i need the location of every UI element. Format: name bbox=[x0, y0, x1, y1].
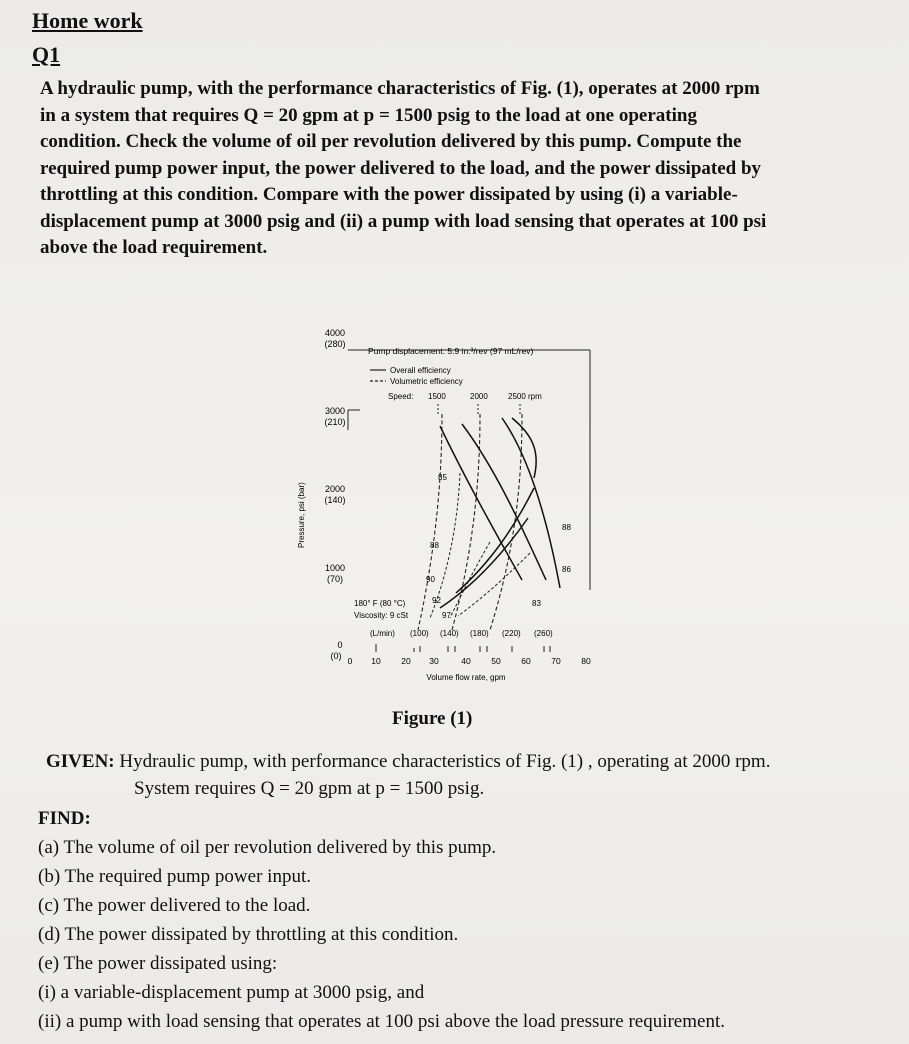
pump-displacement-label: Pump displacement: 5.9 in.³/rev (97 mL/rev) bbox=[368, 346, 534, 356]
overall-efficiency-curve-cross bbox=[456, 488, 534, 593]
given-label: GIVEN: bbox=[46, 751, 115, 772]
homework-title: Home work bbox=[32, 8, 143, 33]
y-tick-sub-label: (70) bbox=[326, 574, 344, 584]
lmin-tick: (100) bbox=[410, 629, 429, 638]
problem-line: A hydraulic pump, with the performance characteristics of Fig. (1), operates at 2000 rpm bbox=[40, 78, 760, 99]
problem-statement bbox=[40, 76, 860, 262]
x-tick-label: 0 bbox=[347, 656, 353, 666]
speed-value: 2500 rpm bbox=[508, 392, 542, 401]
problem-line: condition. Check the volume of oil per revolution delivered by this pump. Compute the bbox=[40, 131, 742, 152]
volumetric-efficiency-label: 97 bbox=[442, 611, 451, 620]
speed-value: 1500 bbox=[428, 392, 446, 401]
x-axis-label: Volume flow rate, gpm bbox=[426, 673, 506, 682]
given-line-2: System requires Q = 20 gpm at p = 1500 psig. bbox=[134, 778, 485, 799]
speed-curve-2500 bbox=[490, 414, 522, 630]
volumetric-efficiency-label: 92 bbox=[432, 596, 441, 605]
x-tick-label: 20 bbox=[401, 656, 411, 666]
y-tick-sub-label: (140) bbox=[324, 495, 346, 505]
lmin-tick: (220) bbox=[502, 629, 521, 638]
x-tick-label: 10 bbox=[371, 656, 381, 666]
find-item: (a) The volume of oil per revolution delivered by this pump. bbox=[38, 837, 497, 858]
pump-performance-chart bbox=[290, 318, 630, 698]
overall-efficiency-label: 86 bbox=[562, 565, 571, 574]
problem-line: throttling at this condition. Compare with the power dissipated by using (i) a variable- bbox=[40, 184, 738, 205]
legend-volumetric: Volumetric efficiency bbox=[390, 377, 463, 386]
overall-efficiency-label: 83 bbox=[532, 599, 541, 608]
x-tick-label: 30 bbox=[429, 656, 439, 666]
overall-efficiency-curve-83 bbox=[502, 418, 560, 588]
y-axis-label: Pressure, psi (bar) bbox=[297, 482, 306, 548]
find-item: (c) The power delivered to the load. bbox=[38, 895, 311, 916]
y-tick-label: 0 bbox=[337, 640, 343, 650]
lmin-tick: (260) bbox=[534, 629, 553, 638]
find-item: (e) The power dissipated using: bbox=[38, 953, 278, 974]
y-tick-sub-label: (0) bbox=[330, 651, 342, 661]
x-tick-label: 50 bbox=[491, 656, 501, 666]
speed-curve-2000 bbox=[452, 414, 480, 630]
find-item: (ii) a pump with load sensing that operates at 100 psi above the load pressure requirement. bbox=[38, 1011, 725, 1032]
y-tick-label: 1000 bbox=[324, 563, 346, 573]
find-label: FIND: bbox=[38, 808, 91, 829]
problem-line: in a system that requires Q = 20 gpm at p = 1500 psig to the load at one operating bbox=[40, 104, 697, 126]
legend-overall: Overall efficiency bbox=[390, 366, 451, 375]
volumetric-efficiency-label: 85 bbox=[438, 473, 447, 482]
y-tick-label: 2000 bbox=[324, 484, 346, 494]
y-tick-label: 4000 bbox=[324, 328, 346, 338]
find-section bbox=[38, 804, 725, 1036]
x-tick-label: 80 bbox=[581, 656, 591, 666]
temperature-condition: 180° F (80 °C) bbox=[354, 599, 406, 608]
problem-line: displacement pump at 3000 psig and (ii) a pump with load sensing that operates at 100 psi bbox=[40, 210, 767, 232]
lmin-tick: (180) bbox=[470, 629, 489, 638]
lmin-label: (L/min) bbox=[370, 629, 395, 638]
y-tick-sub-label: (210) bbox=[324, 417, 346, 427]
speed-label: Speed: bbox=[388, 392, 414, 401]
speed-value: 2000 bbox=[470, 392, 488, 401]
x-tick-label: 40 bbox=[461, 656, 471, 666]
lmin-tick: (140) bbox=[440, 629, 459, 638]
find-item: (b) The required pump power input. bbox=[38, 866, 311, 887]
question-number: Q1 bbox=[32, 42, 61, 67]
x-tick-label: 70 bbox=[551, 656, 561, 666]
x-tick-label: 60 bbox=[521, 656, 531, 666]
overall-efficiency-curve-cross bbox=[440, 518, 528, 608]
volumetric-efficiency-label: 90 bbox=[426, 575, 435, 584]
given-section bbox=[46, 748, 770, 802]
problem-line: required pump power input, the power delivered to the load, and the power dissipated by bbox=[40, 157, 762, 179]
figure-caption: Figure (1) bbox=[392, 708, 473, 729]
find-item: (d) The power dissipated by throttling at this condition. bbox=[38, 924, 459, 945]
y-tick-label: 3000 bbox=[324, 406, 346, 416]
viscosity-condition: Viscosity: 9 cSt bbox=[354, 611, 409, 620]
problem-line: above the load requirement. bbox=[40, 237, 268, 258]
overall-efficiency-label: 88 bbox=[562, 523, 571, 532]
find-item: (i) a variable-displacement pump at 3000 psig, and bbox=[38, 982, 425, 1003]
given-line-1: Hydraulic pump, with performance characteristics of Fig. (1) , operating at 2000 rpm. bbox=[119, 751, 771, 772]
y-tick-sub-label: (280) bbox=[324, 339, 346, 349]
volumetric-efficiency-label: 88 bbox=[430, 541, 439, 550]
volumetric-efficiency-line-90 bbox=[458, 553, 530, 616]
overall-efficiency-curve-top bbox=[512, 418, 536, 478]
figure-1-chart bbox=[290, 318, 630, 698]
